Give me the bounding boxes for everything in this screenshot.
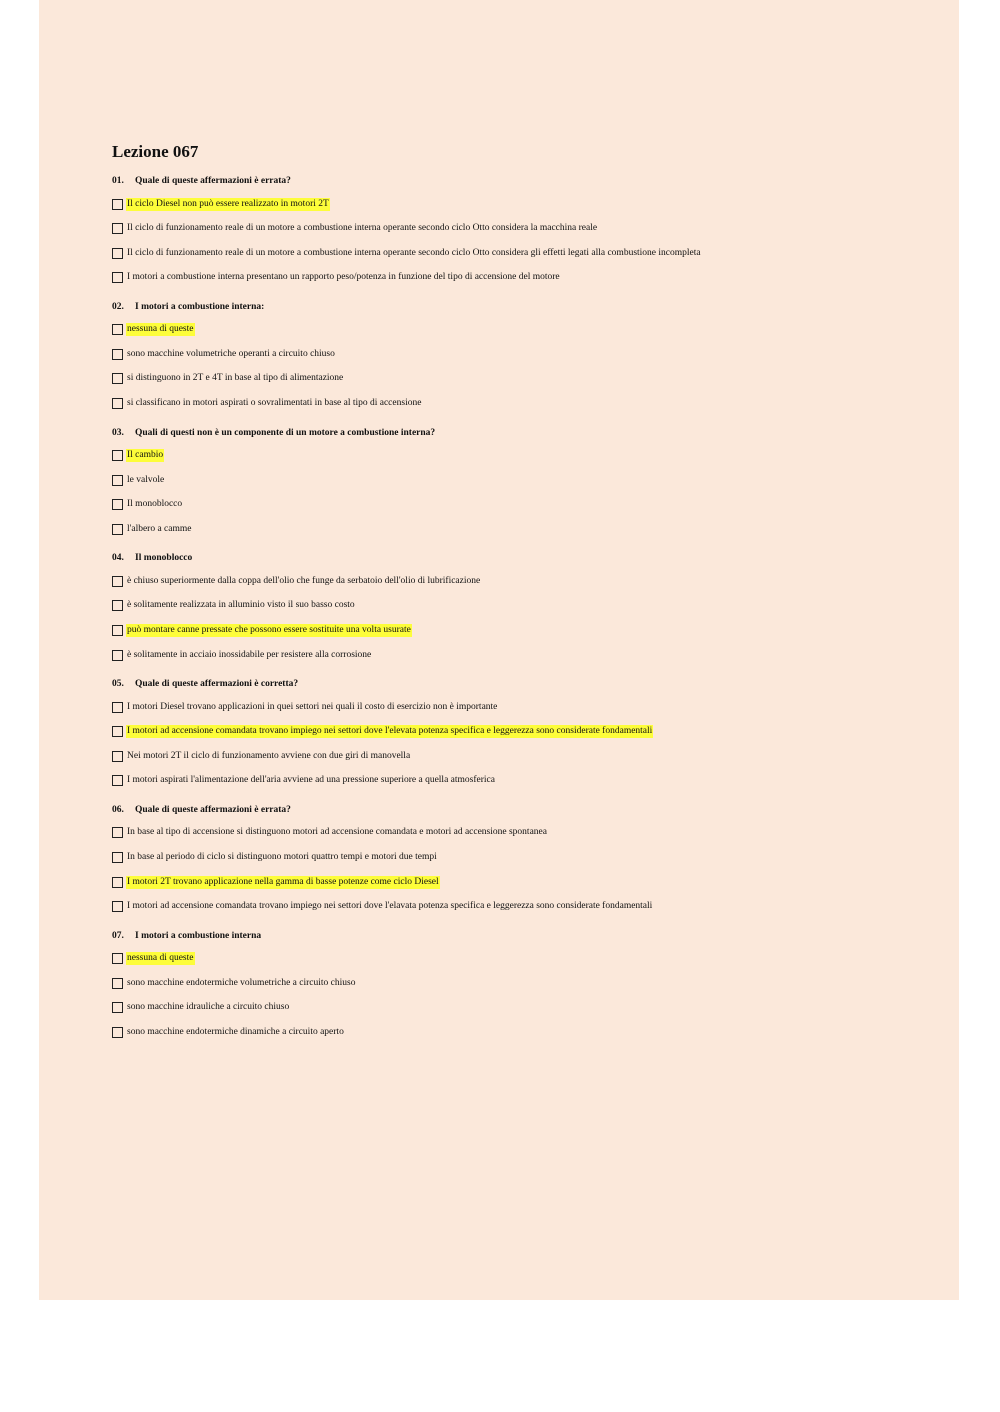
question-heading [112,929,912,943]
answer-option[interactable] [112,1000,912,1016]
question-heading [112,426,912,440]
answer-option[interactable] [112,270,912,286]
answer-text: I motori a combustione interna presentano un rapporto peso/potenza in funzione del tipo di accensione del motore [127,272,560,283]
answer-option[interactable] [112,346,912,362]
answer-text: I motori Diesel trovano applicazioni in quei settori nei quali il costo di esercizio non è importante [127,701,498,712]
checkbox-icon[interactable] [112,349,123,360]
checkbox-icon[interactable] [112,953,123,964]
answer-options [112,825,912,915]
question-number: 01. [112,176,124,186]
answer-text-highlighted: I motori ad accensione comandata trovano impiego nei settori dove l'elevata potenza specifica e leggerezza sono considerate fondamentali [127,726,653,737]
question-block [112,803,912,915]
answer-text: I motori ad accensione comandata trovano impiego nei settori dove l'elavata potenza specifica e leggerezza sono considerate fondamentali [127,901,653,912]
answer-option[interactable] [112,521,912,537]
question-block [112,551,912,663]
answer-text: In base al tipo di accensione si distinguono motori ad accensione comandata e motori ad accensione spontanea [127,827,547,838]
answer-option[interactable] [112,874,912,890]
answer-option[interactable] [112,773,912,789]
checkbox-icon[interactable] [112,475,123,486]
answer-options [112,196,912,286]
answer-text: Nei motori 2T il ciclo di funzionamento avviene con due giri di manovella [127,750,411,761]
answer-text: l'albero a camme [127,523,192,534]
question-number: 04. [112,553,124,564]
question-text: Quali di questi non è un componente di un motore a combustione interna? [135,427,436,438]
answer-text-highlighted: può montare canne pressate che possono essere sostituite una volta usurate [127,625,411,636]
answer-text: Il monoblocco [127,499,183,510]
answer-text: è solitamente realizzata in alluminio visto il suo basso costo [127,600,355,611]
question-text: Quale di queste affermazioni è errata? [135,804,291,815]
checkbox-icon[interactable] [112,600,123,611]
answer-options [112,699,912,789]
answer-text: sono macchine endotermiche volumetriche a circuito chiuso [127,977,356,988]
checkbox-icon[interactable] [112,726,123,737]
question-block [112,677,912,789]
answer-text: è chiuso superiormente dalla coppa dell'olio che funge da serbatoio dell'olio di lubrificazione [127,575,481,586]
question-number: 02. [112,301,124,312]
answer-text-highlighted: nessuna di queste [127,324,194,335]
answer-option[interactable] [112,699,912,715]
question-number: 05. [112,679,124,690]
answer-text: si distinguono in 2T e 4T in base al tipo di alimentazione [127,373,344,384]
answer-option[interactable] [112,647,912,663]
answer-option[interactable] [112,623,912,639]
checkbox-icon[interactable] [112,199,123,210]
answer-option[interactable] [112,975,912,991]
question-text: I motori a combustione interna: [135,301,265,312]
answer-option[interactable] [112,221,912,237]
answer-option[interactable] [112,724,912,740]
answer-option[interactable] [112,396,912,412]
question-heading [112,803,912,817]
answer-text: Il ciclo di funzionamento reale di un motore a combustione interna operante secondo ciclo Otto considera gli effetti legati alla combustione incompleta [127,247,701,258]
question-heading [112,677,912,691]
answer-options [112,448,912,538]
answer-text-highlighted: nessuna di queste [127,953,194,964]
question-text: I motori a combustione interna [135,930,262,941]
answer-option[interactable] [112,899,912,915]
answer-text: le valvole [127,474,165,485]
question-text: Quale di queste affermazioni è errata? [135,176,291,186]
answer-options [112,573,912,663]
question-block [112,300,912,412]
checkbox-icon[interactable] [112,751,123,762]
answer-text: sono macchine endotermiche dinamiche a circuito aperto [127,1026,344,1037]
answer-options [112,951,912,1041]
answer-text-highlighted: Il ciclo Diesel non può essere realizzato in motori 2T [127,198,329,209]
answer-option[interactable] [112,573,912,589]
checkbox-icon[interactable] [112,775,123,786]
checkbox-icon[interactable] [112,524,123,535]
answer-option[interactable] [112,748,912,764]
answer-option[interactable] [112,322,912,338]
question-number: 03. [112,427,124,438]
question-text: Quale di queste affermazioni è corretta? [135,679,299,690]
question-heading [112,174,912,188]
question-block [112,174,912,286]
answer-text: Il ciclo di funzionamento reale di un motore a combustione interna operante secondo ciclo Otto considera la macchina reale [127,223,598,234]
checkbox-icon[interactable] [112,1027,123,1038]
answer-option[interactable] [112,448,912,464]
checkbox-icon[interactable] [112,272,123,283]
answer-text: I motori aspirati l'alimentazione dell'aria avviene ad una pressione superiore a quella atmosferica [127,775,495,786]
checkbox-icon[interactable] [112,450,123,461]
answer-option[interactable] [112,245,912,261]
answer-option[interactable] [112,497,912,513]
answer-option[interactable] [112,951,912,967]
answer-text: In base al periodo di ciclo si distinguono motori quattro tempi e motori due tempi [127,852,437,862]
answer-text-highlighted: Il cambio [127,450,164,461]
answer-text: sono macchine idrauliche a circuito chiuso [127,1002,290,1013]
answer-text-highlighted: I motori 2T trovano applicazione nella gamma di basse potenze come ciclo Diesel [127,876,439,887]
checkbox-icon[interactable] [112,1002,123,1013]
answer-option[interactable] [112,1024,912,1040]
checkbox-icon[interactable] [112,901,123,912]
checkbox-icon[interactable] [112,625,123,636]
checkbox-icon[interactable] [112,223,123,234]
question-heading [112,551,912,565]
checkbox-icon[interactable] [112,827,123,838]
answer-text: si classificano in motori aspirati o sovralimentati in base al tipo di accensione [127,398,422,409]
checkbox-icon[interactable] [112,398,123,409]
answer-option[interactable] [112,825,912,841]
answer-option[interactable] [112,850,912,866]
question-heading [112,300,912,314]
answer-option[interactable] [112,598,912,614]
checkbox-icon[interactable] [112,499,123,510]
question-number: 07. [112,930,124,941]
checkbox-icon[interactable] [112,877,123,888]
checkbox-icon[interactable] [112,324,123,335]
checkbox-icon[interactable] [112,576,123,587]
question-number: 06. [112,804,124,815]
document-page [39,0,959,1300]
answer-option[interactable] [112,371,912,387]
question-block [112,929,912,1041]
answer-option[interactable] [112,472,912,488]
question-block [112,426,912,538]
answer-option[interactable] [112,196,912,212]
checkbox-icon[interactable] [112,650,123,661]
answer-text: è solitamente in acciaio inossidabile per resistere alla corrosione [127,649,372,660]
answer-options [112,322,912,412]
checkbox-icon[interactable] [112,702,123,713]
checkbox-icon[interactable] [112,852,123,863]
checkbox-icon[interactable] [112,978,123,989]
quiz-content [112,140,912,1049]
page-title: Lezione 067 [112,142,199,161]
answer-text: sono macchine volumetriche operanti a circuito chiuso [127,348,335,359]
question-list [112,174,912,1040]
question-text: Il monoblocco [135,553,193,564]
checkbox-icon[interactable] [112,248,123,259]
checkbox-icon[interactable] [112,373,123,384]
